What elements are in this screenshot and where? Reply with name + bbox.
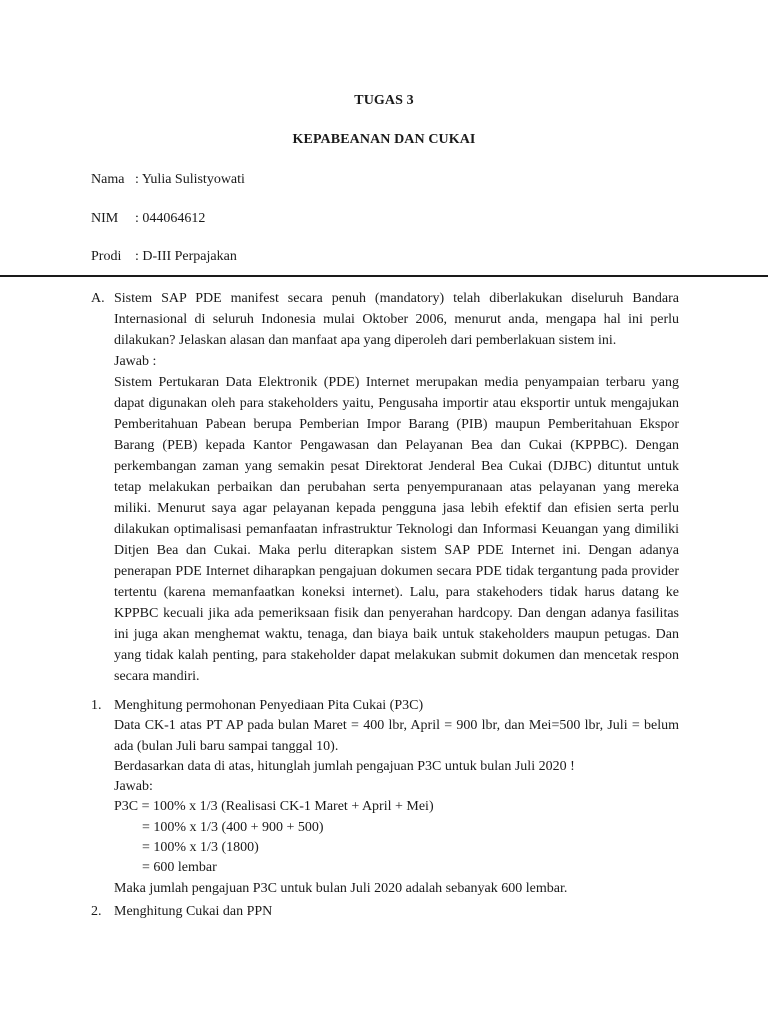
section-a-question: Sistem SAP PDE manifest secara penuh (mandatory) telah diberlakukan diseluruh Bandara Internasional di seluruh Indonesia mulai Oktober 2006, menurut anda, mengapa hal ini perlu dilakukan? Jelaskan alasan dan manfaat apa yang diperoleh dari pemberlakuan sistem ini. bbox=[114, 291, 679, 348]
section-1 bbox=[91, 696, 679, 899]
section-1-answer-label: Jawab: bbox=[114, 779, 153, 795]
section-marker: 1. bbox=[91, 698, 102, 713]
section-1-calc-step: = 100% x 1/3 (400 + 900 + 500) bbox=[142, 819, 324, 835]
section-2-heading: Menghitung Cukai dan PPN bbox=[114, 904, 273, 919]
identity-name-row bbox=[91, 172, 245, 188]
section-1-instruction: Berdasarkan data di atas, hitunglah jumlah pengajuan P3C untuk bulan Juli 2020 ! bbox=[114, 758, 575, 774]
section-a bbox=[91, 288, 679, 687]
section-1-calc-step: = 600 lembar bbox=[142, 860, 217, 876]
section-a-answer: Sistem Pertukaran Data Elektronik (PDE) Internet merupakan media penyampaian terbaru yang dapat digunakan oleh para stakeholders yaitu, Pengusaha importir atau eksportir untuk mengajukan Pemberitahuan Pabean berupa Pemberian Impor Barang (PIB) maupun Pemberitahuan Ekspor Barang (PEB) kepada Kantor Pengawasan dan Pelayanan Bea dan Cukai (KPPBC). Dengan perkembangan zaman yang semakin pesat Direktorat Jenderal Bea Cukai (DJBC) dituntut untuk tetap melakukan perbaikan dan perubahan serta penyempuranaan atas pelayanan yang mereka miliki. Menurut saya agar pelayanan kepada pengguna jasa lebih efektif dan efisien serta perlu dilakukan optimalisasi pemanfaatan infrastruktur Teknologi dan Informasi Keuangan yang dimiliki Ditjen Bea dan Cukai. Maka perlu diterapkan sistem SAP PDE Internet ini. Dengan adanya penerapan PDE Internet diharapkan pengajuan dokumen secara PDE tidak tergantung pada provider tertentu (karena memanfaatkan koneksi internet). Lalu, para stakehoders tidak harus datang ke KPPBC kecuali jika ada pemeriksaan fisik dan penyerahan hardcopy. Dan dengan adanya fasilitas ini juga akan menghemat waktu, tenaga, dan biaya baik untuk stakeholders maupun petugas. Dan yang tidak kalah penting, para stakeholder dapat melakukan submit dokumen dan mencetak respon secara mandiri. bbox=[114, 375, 679, 684]
document-subtitle: KEPABEANAN DAN CUKAI bbox=[292, 132, 476, 147]
section-1-conclusion: Maka jumlah pengajuan P3C untuk bulan Juli 2020 adalah sebanyak 600 lembar. bbox=[114, 880, 568, 896]
horizontal-divider bbox=[0, 275, 768, 277]
identity-prodi-row bbox=[91, 249, 237, 265]
section-2 bbox=[91, 902, 679, 922]
section-1-data: Data CK-1 atas PT AP pada bulan Maret = 400 lbr, April = 900 lbr, dan Mei=500 lbr, Juli = belum ada (bulan Juli baru sampai tanggal 10). bbox=[114, 718, 679, 754]
section-1-calc-step: = 100% x 1/3 (1800) bbox=[142, 840, 259, 856]
identity-value: : Yulia Sulistyowati bbox=[135, 172, 245, 187]
identity-label: Prodi bbox=[91, 249, 122, 264]
section-1-heading: Menghitung permohonan Penyediaan Pita Cukai (P3C) bbox=[114, 698, 424, 713]
identity-nim-row bbox=[91, 211, 206, 227]
section-marker: A. bbox=[91, 291, 105, 306]
section-1-calc-first: P3C = 100% x 1/3 (Realisasi CK-1 Maret + April + Mei) bbox=[114, 799, 434, 815]
identity-label: Nama bbox=[91, 172, 125, 187]
section-a-answer-label: Jawab : bbox=[114, 354, 157, 369]
document-title: TUGAS 3 bbox=[354, 93, 414, 108]
section-marker: 2. bbox=[91, 904, 102, 919]
identity-value: : 044064612 bbox=[135, 211, 206, 226]
identity-value: : D-III Perpajakan bbox=[135, 249, 237, 264]
identity-label: NIM bbox=[91, 211, 119, 226]
